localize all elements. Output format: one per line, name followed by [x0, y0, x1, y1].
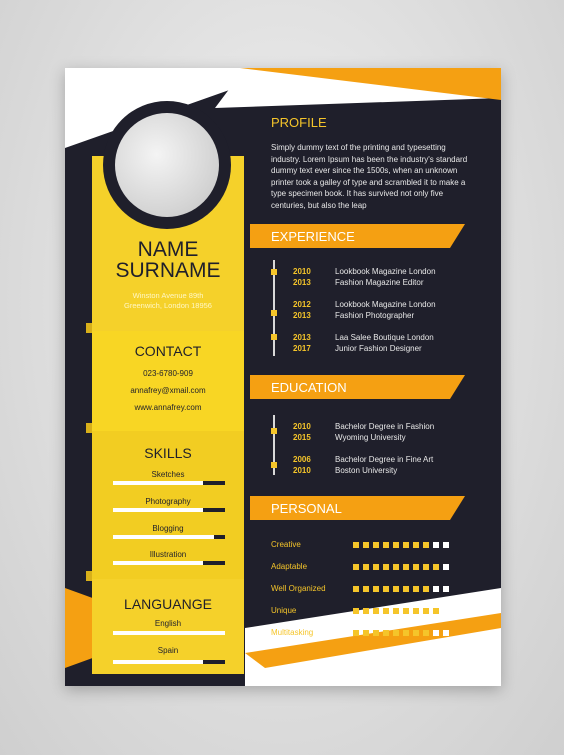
skill-bar-fill: [203, 481, 225, 485]
rating-square: [393, 542, 399, 548]
rating-square: [413, 586, 419, 592]
personal-label: Well Organized: [271, 584, 326, 593]
rating-squares: [353, 542, 449, 548]
skill-label: Illustration: [149, 550, 187, 559]
exp-line2: Fashion Magazine Editor: [335, 278, 424, 287]
rating-square: [373, 608, 379, 614]
rating-square: [353, 608, 359, 614]
language-label: English: [154, 619, 182, 628]
rating-square: [423, 564, 429, 570]
edu-year-end: 2015: [293, 433, 311, 442]
skill-bar: [113, 481, 225, 485]
profile-photo-frame: [103, 101, 231, 229]
exp-year-start: 2010: [293, 267, 311, 276]
skill-label: Blogging: [152, 524, 184, 533]
personal-label: Adaptable: [271, 562, 308, 571]
skill-bar: [113, 535, 225, 539]
edu-year-start: 2006: [293, 455, 311, 464]
contact-phone: 023-6780-909: [143, 369, 193, 378]
language-label: Spain: [157, 646, 179, 655]
skill-bar: [113, 561, 225, 565]
rating-square: [383, 608, 389, 614]
language-title: LANGUANGE: [124, 596, 212, 612]
exp-year-start: 2013: [293, 333, 311, 342]
edu-line1: Bachelor Degree in Fashion: [335, 422, 435, 431]
skill-bar-fill: [203, 561, 225, 565]
exp-line1: Laa Salee Boutique London: [335, 333, 434, 342]
rating-square: [353, 586, 359, 592]
rating-square: [373, 630, 379, 636]
address-line2: Greenwich, London 18956: [124, 301, 212, 310]
rating-square: [383, 564, 389, 570]
exp-year-start: 2012: [293, 300, 311, 309]
rating-square: [353, 630, 359, 636]
contact-title: CONTACT: [134, 343, 202, 359]
rating-square: [353, 564, 359, 570]
rating-square: [443, 542, 449, 548]
timeline-dot: [271, 269, 277, 275]
rating-squares: [353, 564, 449, 570]
rating-square: [363, 564, 369, 570]
personal-label: Creative: [271, 540, 301, 549]
personal-label: Multitasking: [271, 628, 314, 637]
rating-square: [433, 586, 439, 592]
edu-line2: Wyoming University: [335, 433, 406, 442]
education-title: EDUCATION: [271, 380, 347, 395]
rating-square: [413, 608, 419, 614]
address-line1: Winston Avenue 89th: [132, 291, 204, 300]
exp-year-end: 2017: [293, 344, 311, 353]
rating-square: [393, 608, 399, 614]
rating-square: [423, 586, 429, 592]
rating-square: [423, 542, 429, 548]
rating-square: [403, 564, 409, 570]
rating-square: [373, 586, 379, 592]
exp-line2: Fashion Photographer: [335, 311, 415, 320]
rating-square: [403, 630, 409, 636]
timeline-dot: [271, 462, 277, 468]
resume-sheet: [65, 68, 501, 686]
edu-year-end: 2010: [293, 466, 311, 475]
rating-square: [443, 586, 449, 592]
rating-square: [433, 542, 439, 548]
language-bar: [113, 660, 225, 664]
name-line1: NAME: [137, 238, 199, 261]
skill-bar-fill: [214, 535, 225, 539]
rating-square: [373, 564, 379, 570]
rating-square: [363, 630, 369, 636]
experience-title: EXPERIENCE: [271, 229, 355, 244]
rating-square: [393, 630, 399, 636]
exp-line2: Junior Fashion Designer: [335, 344, 422, 353]
rating-square: [373, 542, 379, 548]
rating-square: [443, 608, 449, 614]
contact-website: www.annafrey.com: [134, 403, 202, 412]
rating-square: [443, 630, 449, 636]
skill-bar: [113, 508, 225, 512]
personal-label: Unique: [271, 606, 297, 615]
rating-squares: [353, 630, 449, 636]
skills-title: SKILLS: [144, 445, 192, 461]
rating-squares: [353, 608, 449, 614]
timeline-dot: [271, 310, 277, 316]
rating-square: [363, 608, 369, 614]
timeline-dot: [271, 334, 277, 340]
rating-square: [403, 586, 409, 592]
rating-squares: [353, 586, 449, 592]
personal-title: PERSONAL: [271, 501, 342, 516]
exp-year-end: 2013: [293, 278, 311, 287]
exp-year-end: 2013: [293, 311, 311, 320]
rating-square: [403, 608, 409, 614]
profile-photo: [115, 113, 219, 217]
rating-square: [413, 564, 419, 570]
edu-year-start: 2010: [293, 422, 311, 431]
language-bar: [113, 631, 225, 635]
rating-square: [363, 586, 369, 592]
rating-square: [433, 630, 439, 636]
skill-label: Photography: [145, 497, 191, 506]
rating-square: [393, 586, 399, 592]
exp-line1: Lookbook Magazine London: [335, 300, 436, 309]
rating-square: [433, 564, 439, 570]
skill-bar-fill: [203, 508, 225, 512]
rating-square: [363, 542, 369, 548]
edu-line2: Boston University: [335, 466, 398, 475]
rating-square: [403, 542, 409, 548]
rating-square: [383, 542, 389, 548]
exp-line1: Lookbook Magazine London: [335, 267, 436, 276]
name-line2: SURNAME: [115, 259, 221, 282]
skill-label: Sketches: [151, 470, 185, 479]
rating-square: [433, 608, 439, 614]
edu-line1: Bachelor Degree in Fine Art: [335, 455, 434, 464]
timeline-dot: [271, 428, 277, 434]
rating-square: [353, 542, 359, 548]
rating-square: [443, 564, 449, 570]
rating-square: [383, 586, 389, 592]
profile-title: PROFILE: [271, 115, 327, 130]
language-bar-fill: [203, 660, 225, 664]
rating-square: [393, 564, 399, 570]
rating-square: [423, 608, 429, 614]
rating-square: [383, 630, 389, 636]
contact-email: annafrey@xmail.com: [130, 386, 206, 395]
rating-square: [413, 542, 419, 548]
rating-square: [423, 630, 429, 636]
profile-text: Simply dummy text of the printing and typesetting industry. Lorem Ipsum has been the industry's standard dummy text ever since the 1500s, when an unknown printer took a galley of type and scrambled it to make a type specimen book. It has survived not only five centuries, but also the leap: [271, 143, 468, 210]
rating-square: [413, 630, 419, 636]
